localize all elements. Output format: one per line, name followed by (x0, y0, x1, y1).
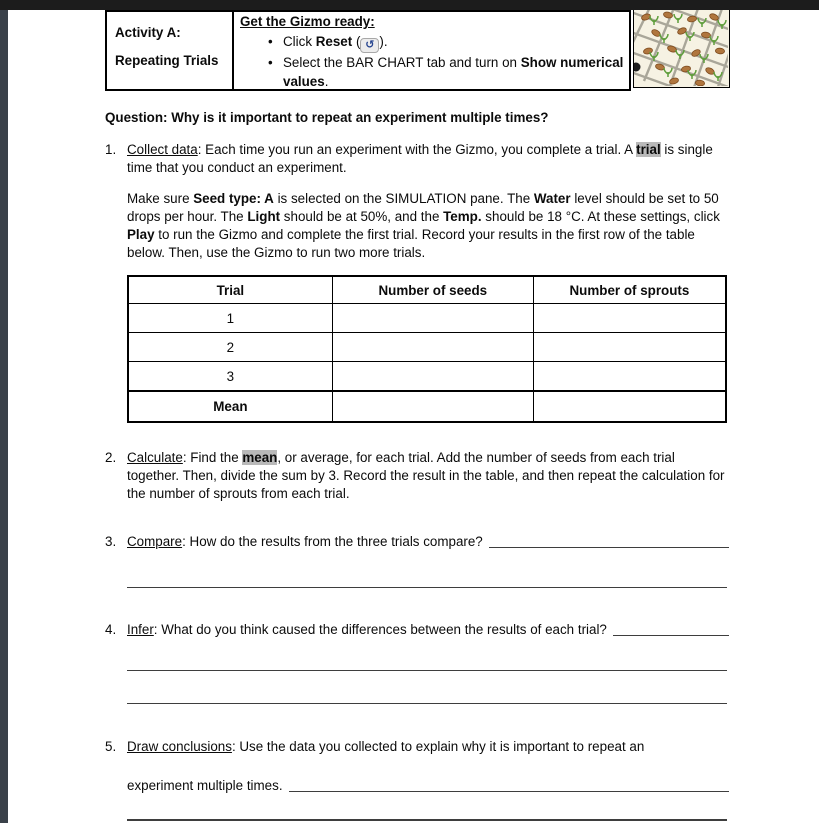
item-2-text (127, 449, 729, 503)
pdf-left-edge (0, 0, 8, 823)
item-1-t2: is single time that you conduct an experiment. (127, 142, 713, 175)
item-4-t1: : What do you think caused the differences between the results of each trial? (153, 622, 607, 637)
answer-line-compare[interactable] (489, 533, 729, 548)
answer-line-infer[interactable] (613, 621, 729, 636)
answer-line-infer-2[interactable] (127, 655, 727, 671)
table-row (128, 304, 726, 333)
item-number: 1. (105, 142, 117, 157)
seed-tray-illustration (634, 9, 728, 86)
reset-button-icon: ↺ (360, 38, 379, 53)
question-heading: Question: Why is it important to repeat an experiment multiple times? (105, 110, 549, 125)
bullet-item-barchart (268, 53, 625, 91)
bullet-reset-pre: Click (283, 34, 316, 49)
para-t1: Make sure (127, 191, 194, 206)
col-header-sprouts: Number of sprouts (533, 276, 726, 304)
item-3-sentence (127, 533, 483, 551)
para-play: Play (127, 227, 155, 242)
item-3-text (127, 533, 729, 551)
answer-line-compare-2[interactable] (127, 572, 727, 588)
trial-3-seeds-cell[interactable] (332, 362, 533, 392)
numbered-item-5-line2 (105, 777, 729, 795)
trial-2-sprouts-cell[interactable] (533, 333, 726, 362)
item-number: 4. (105, 622, 117, 637)
item-4-text (127, 621, 729, 639)
trial-1-label: 1 (128, 304, 332, 333)
mean-sprouts-cell[interactable] (533, 391, 726, 422)
item-1-t1: : Each time you run an experiment with the Gizmo, you complete a trial. A (197, 142, 637, 157)
mean-seeds-cell[interactable] (332, 391, 533, 422)
para-light: Light (247, 209, 281, 224)
trial-1-sprouts-cell[interactable] (533, 304, 726, 333)
activity-title-line2: Repeating Trials (115, 53, 219, 68)
bullet-barchart-pre: Select the BAR CHART tab and turn on (283, 55, 521, 70)
para-seed-type: Seed type: A (193, 191, 274, 206)
bullet-reset-end: ). (379, 34, 388, 49)
item-4-sentence (127, 621, 607, 639)
bullet-barchart-text (283, 53, 625, 91)
numbered-item-3 (105, 533, 729, 551)
item-2-lead: Calculate (127, 450, 183, 465)
activity-title-cell (107, 12, 234, 89)
answer-line-infer-3[interactable] (127, 688, 727, 704)
item-1-text (127, 141, 729, 177)
para-t4: should be at 50%, and the (280, 209, 444, 224)
trial-3-label: 3 (128, 362, 332, 392)
bullet-dot: • (268, 55, 273, 70)
gizmo-ready-bullets (240, 32, 625, 91)
table-header-row (128, 276, 726, 304)
bullet-reset-text (283, 32, 625, 53)
item-5-sentence (127, 739, 644, 754)
table-row-mean (128, 391, 726, 422)
trial-3-sprouts-cell[interactable] (533, 362, 726, 392)
trial-2-seeds-cell[interactable] (332, 333, 533, 362)
item-3-t1: : How do the results from the three trials compare? (182, 534, 483, 549)
bullet-dot: • (268, 34, 273, 49)
activity-title-line1: Activity A: (115, 25, 181, 40)
pdf-top-bar (0, 0, 819, 10)
mean-label: Mean (128, 391, 332, 422)
numbered-item-1 (105, 141, 729, 177)
gizmo-ready-title: Get the Gizmo ready: (240, 14, 375, 29)
bullet-item-reset (268, 32, 625, 53)
para-water: Water (533, 191, 571, 206)
highlight-trial: trial (636, 142, 661, 157)
table-row (128, 362, 726, 392)
para-temp: Temp. (443, 209, 482, 224)
setup-paragraph (127, 190, 729, 262)
item-4-lead: Infer (127, 622, 154, 637)
numbered-item-4 (105, 621, 729, 639)
para-t2: is selected on the SIMULATION pane. The (273, 191, 534, 206)
item-number: 2. (105, 450, 117, 465)
numbered-item-5 (105, 738, 729, 756)
item-2-t1: : Find the (182, 450, 243, 465)
item-3-lead: Compare (127, 534, 183, 549)
numbered-item-2 (105, 449, 729, 503)
item-1-lead: Collect data (127, 142, 198, 157)
table-row (128, 333, 726, 362)
highlight-mean: mean (242, 450, 278, 465)
item-5-t1: : Use the data you collected to explain why it is important to repeat an (231, 739, 645, 754)
gizmo-ready-cell (234, 12, 629, 89)
item-5-t2: experiment multiple times. (127, 778, 283, 793)
trial-1-seeds-cell[interactable] (332, 304, 533, 333)
col-header-seeds: Number of seeds (332, 276, 533, 304)
item-5-line2-text (127, 777, 729, 795)
item-5-lead: Draw conclusions (127, 739, 232, 754)
item-number: 3. (105, 534, 117, 549)
answer-line-conclusions-2[interactable] (127, 804, 727, 821)
item-5-text (127, 738, 729, 756)
answer-line-conclusions[interactable] (289, 777, 729, 792)
bullet-barchart-end: . (324, 74, 329, 89)
para-t3: level should be set to 50 drops per hour. The (127, 191, 719, 224)
bullet-barchart-bold: Show numerical values (283, 55, 624, 89)
item-number: 5. (105, 739, 117, 754)
bullet-reset-mid: ( (352, 34, 361, 49)
item-number-spacer (105, 777, 127, 795)
activity-header-table (105, 10, 631, 91)
trials-table (127, 275, 727, 423)
bullet-reset-bold: Reset (315, 34, 353, 49)
para-t6: to run the Gizmo and complete the first trial. Record your results in the first row of the table below. Then, use the Gizmo to run two more trials. (127, 227, 695, 260)
item-2-t2: , or average, for each trial. Add the number of seeds from each trial together. Then, divide the sum by 3. Record the result in the table, and then repeat the calculation for the number of sprouts from each trial. (127, 450, 725, 501)
para-t5: should be 18 °C. At these settings, click (481, 209, 720, 224)
col-header-trial: Trial (128, 276, 332, 304)
seed-tray-image (633, 8, 730, 88)
trial-2-label: 2 (128, 333, 332, 362)
